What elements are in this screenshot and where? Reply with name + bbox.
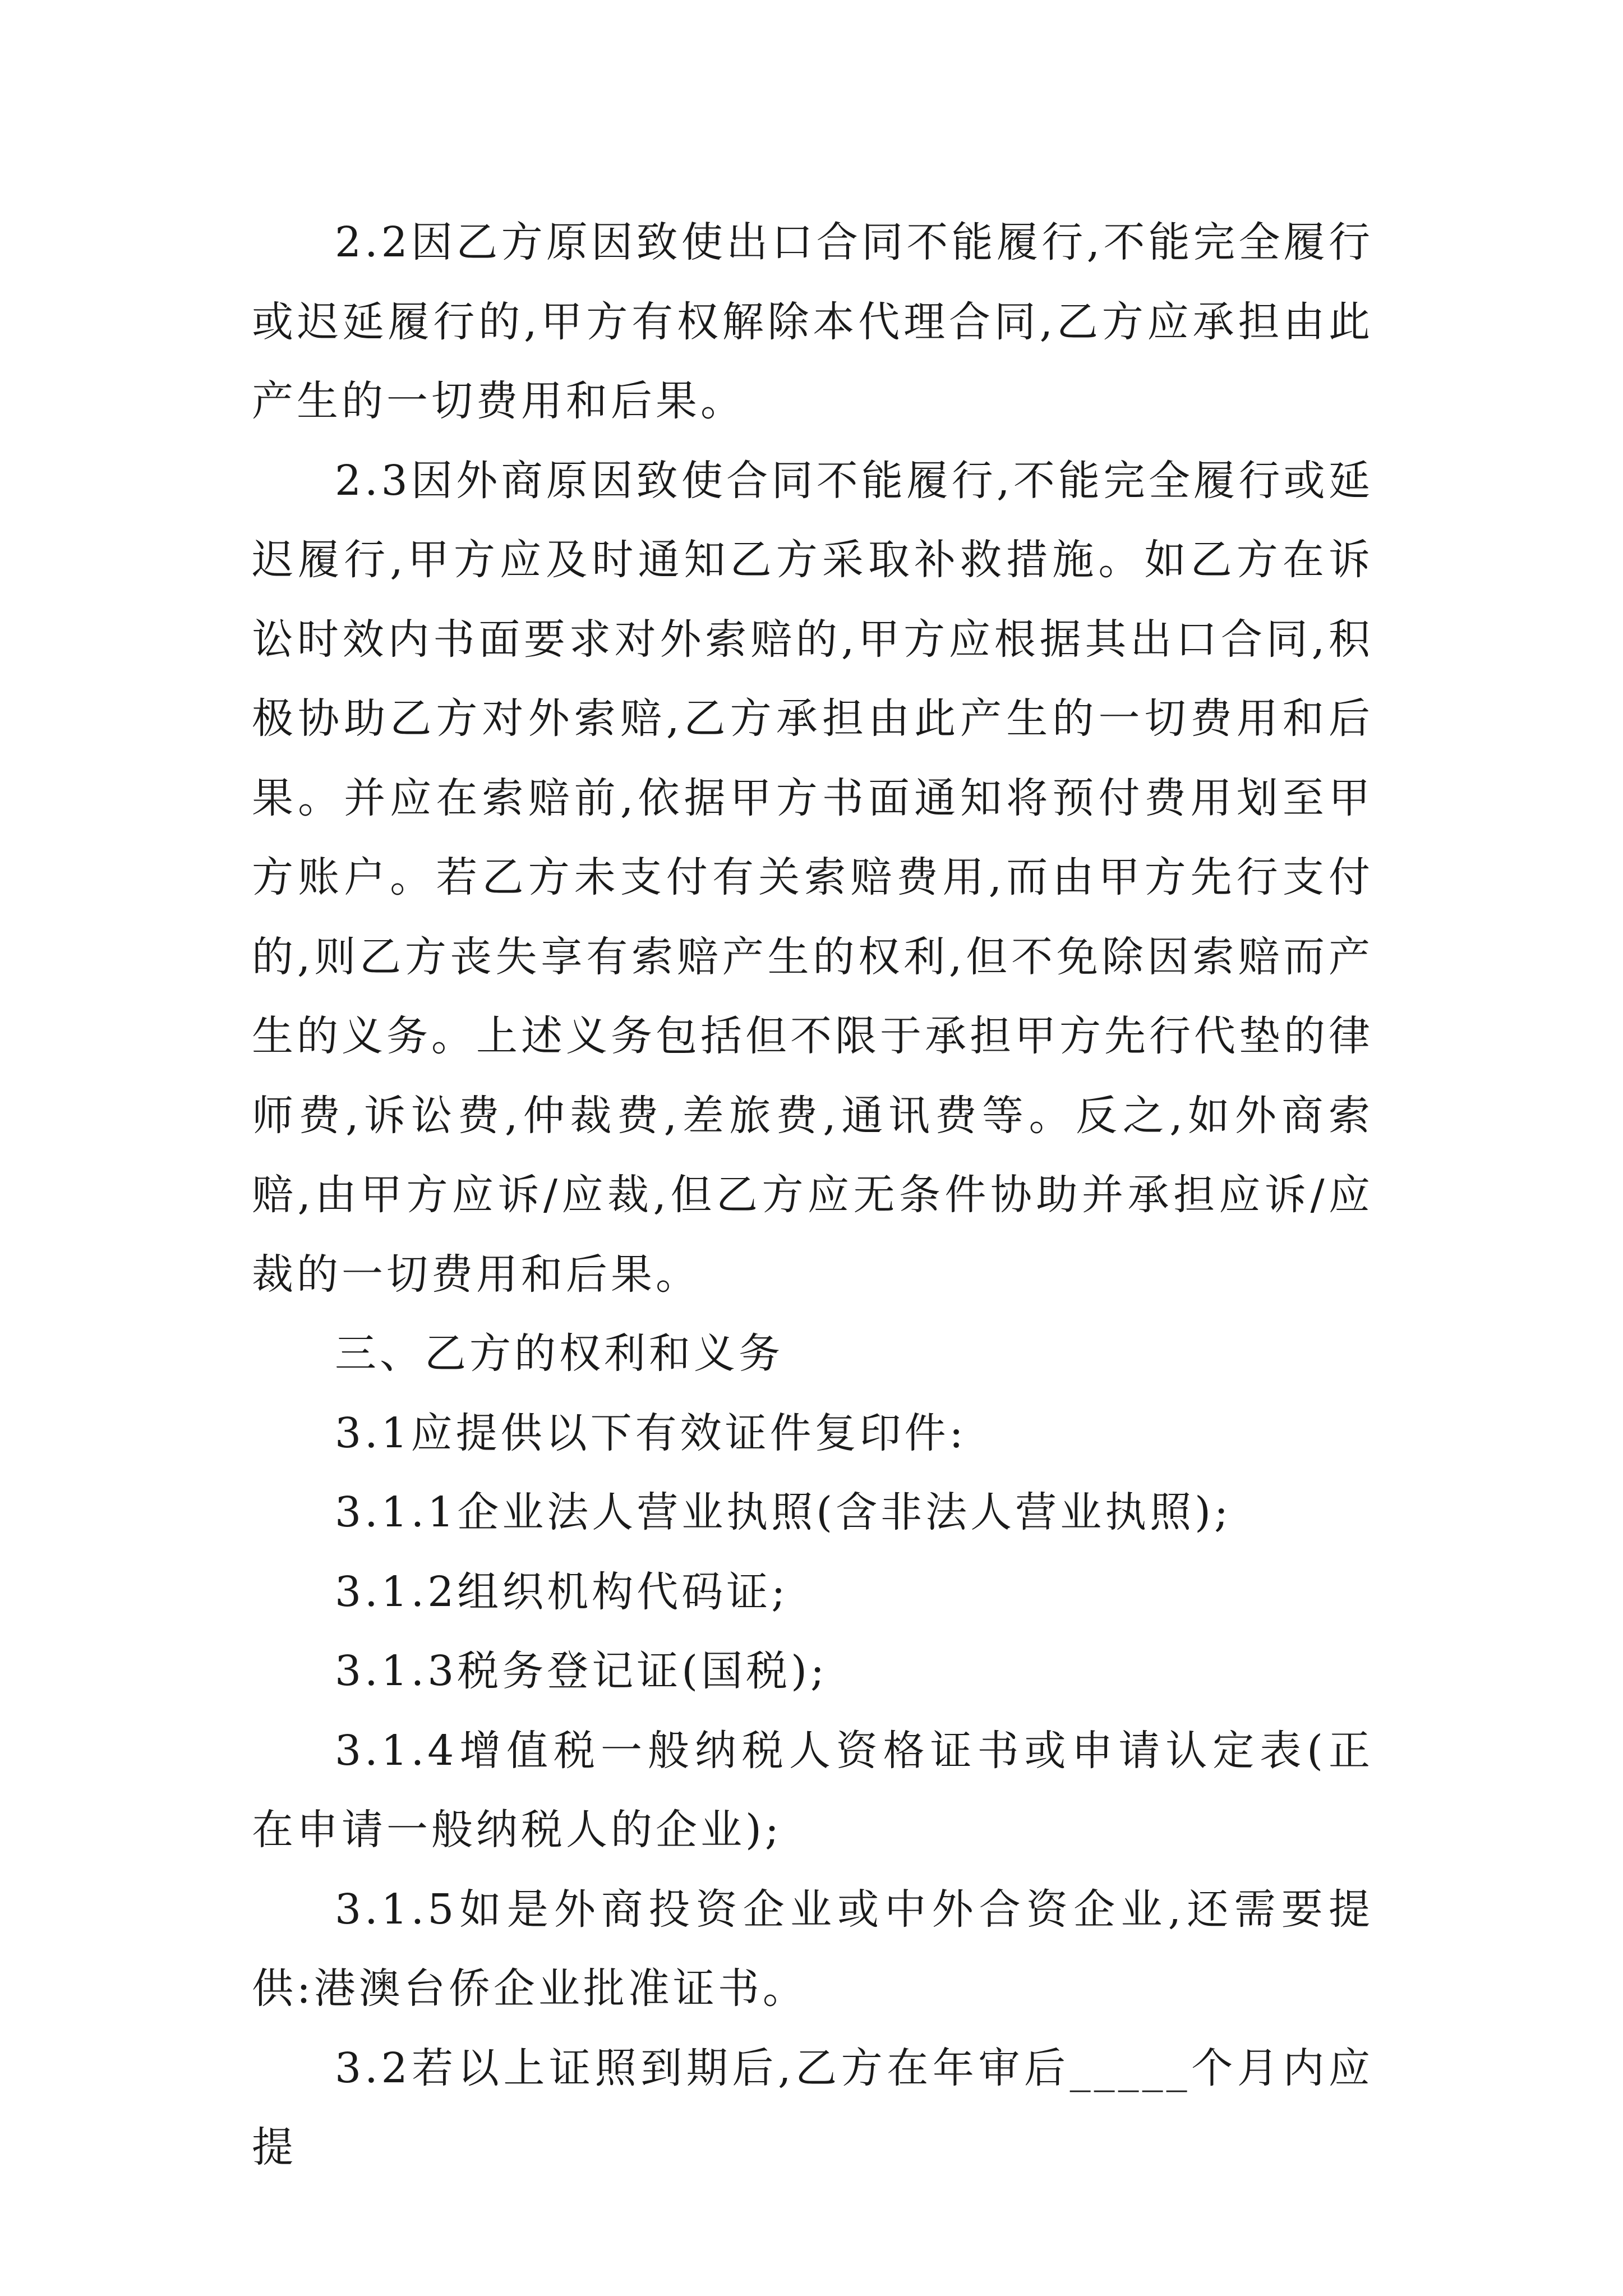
clause-3-1-2: 3.1.2组织机构代码证; (335, 1567, 789, 1616)
clause-3-1-5: 3.1.5如是外商投资企业或中外合资企业,还需要提供:港澳台侨企业批准证书。 (252, 1885, 1373, 2013)
clause-3-1-1: 3.1.1企业法人营业执照(含非法人营业执照); (335, 1488, 1232, 1536)
clause-3-1-4: 3.1.4增值税一般纳税人资格证书或申请认定表(正在申请一般纳税人的企业); (252, 1726, 1373, 1854)
clause-2-2: 2.2因乙方原因致使出口合同不能履行,不能完全履行或迟延履行的,甲方有权解除本代理合同,乙方应承担由此产生的一切费用和后果。 (252, 218, 1373, 425)
section-heading-3: 三、乙方的权利和义务 (335, 1329, 783, 1378)
clause-3-1-3: 3.1.3税务登记证(国税); (335, 1647, 828, 1695)
clause-3-2: 3.2若以上证照到期后,乙方在年审后_____个月内应提 (252, 2044, 1373, 2171)
clause-2-3: 2.3因外商原因致使合同不能履行,不能完全履行或延迟履行,甲方应及时通知乙方采取补救措施。如乙方在诉讼时效内书面要求对外索赔的,甲方应根据其出口合同,积极协助乙方对外索赔,乙方承担由此产生的一切费用和后果。并应在索赔前,依据甲方书面通知将预付费用划至甲方账户。若乙方未支付有关索赔费用,而由甲方先行支付的,则乙方丧失享有索赔产生的权利,但不免除因索赔而产生的义务。上述义务包括但不限于承担甲方先行代垫的律师费,诉讼费,仲裁费,差旅费,通讯费等。反之,如外商索赔,由甲方应诉/应裁,但乙方应无条件协助并承担应诉/应裁的一切费用和后果。 (252, 456, 1373, 1299)
clause-3-1: 3.1应提供以下有效证件复印件: (335, 1409, 967, 1457)
document-body (252, 203, 1373, 2188)
